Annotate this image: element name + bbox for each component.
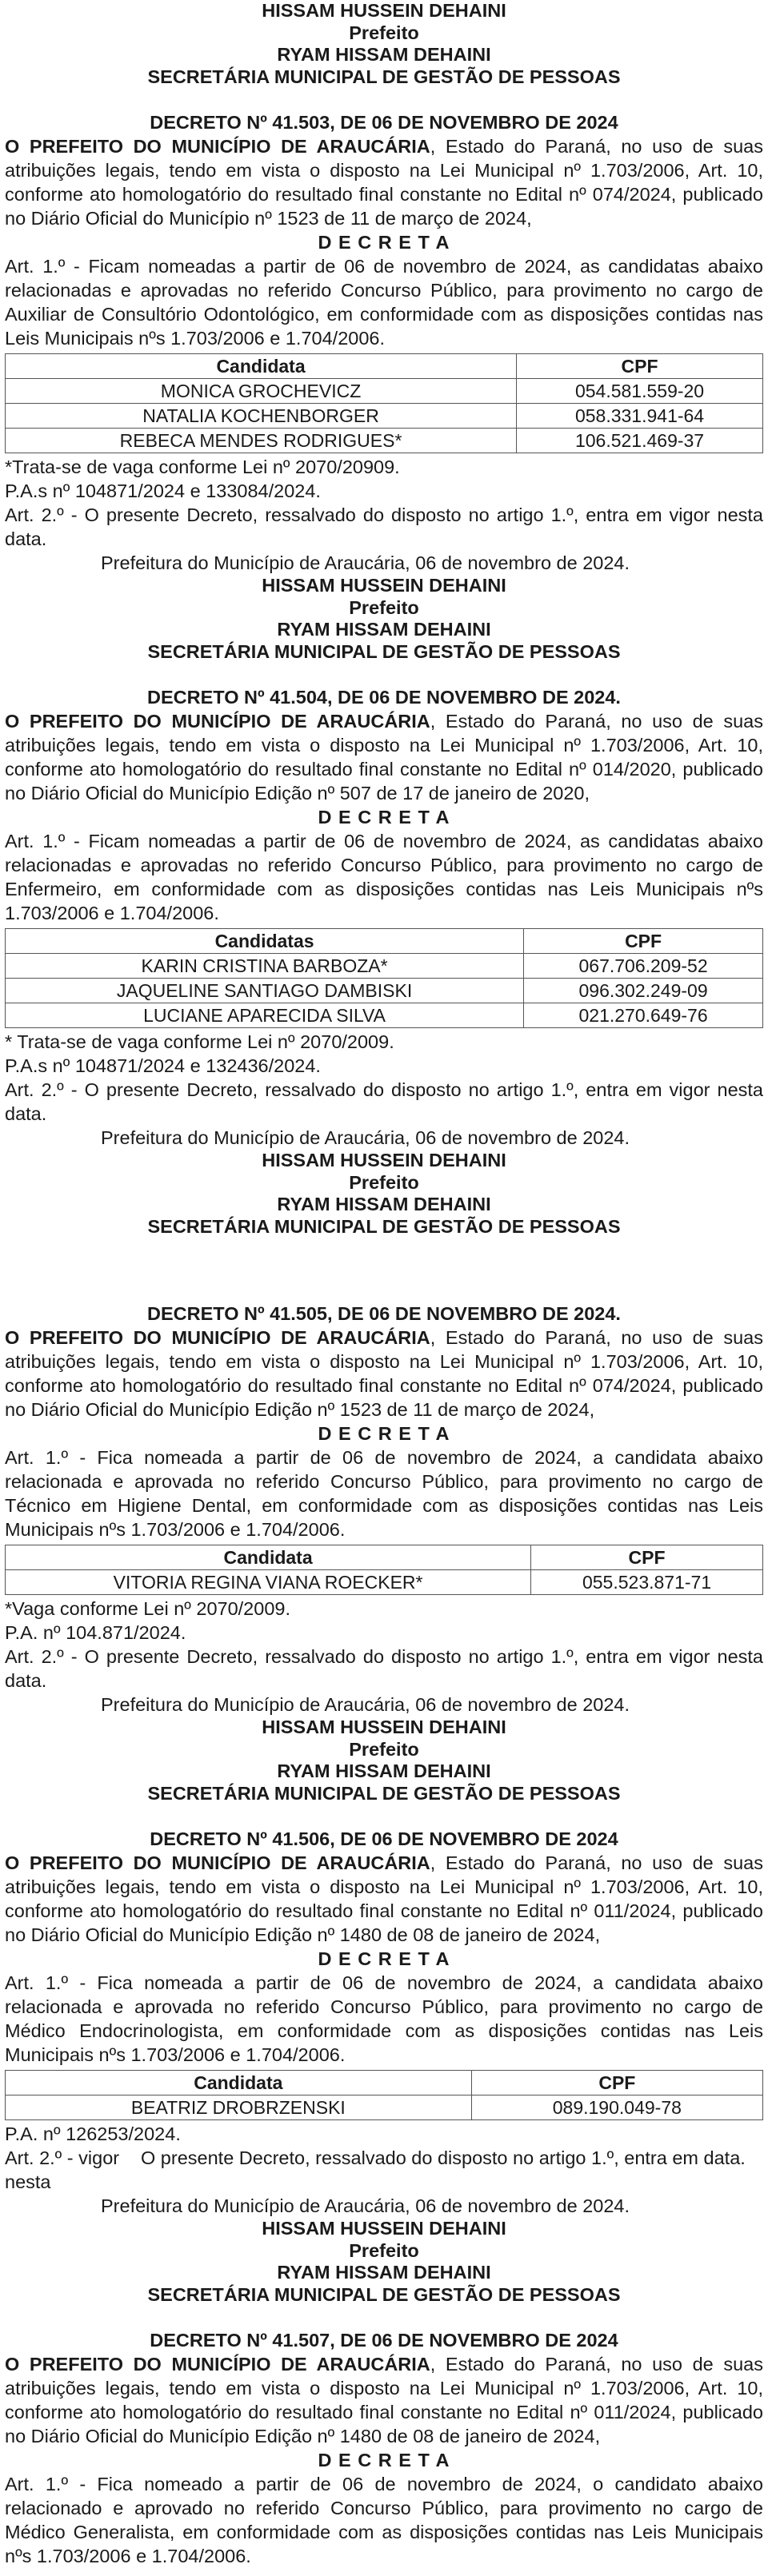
spacer <box>5 2306 763 2328</box>
mayor-role: Prefeito <box>349 1738 419 1760</box>
table-row <box>6 2095 763 2120</box>
signature-block-top <box>5 0 763 88</box>
candidate-name: LUCIANE APARECIDA SILVA <box>6 1003 524 1028</box>
candidate-name: MONICA GROCHEVICZ <box>6 379 517 404</box>
col-header-name: Candidata <box>6 1545 531 1570</box>
spacer <box>5 1238 763 1302</box>
decree-41506 <box>5 1827 763 2306</box>
department-name: SECRETÁRIA MUNICIPAL DE GESTÃO DE PESSOAS <box>147 2283 621 2305</box>
table-row <box>6 429 763 453</box>
candidate-name: KARIN CRISTINA BARBOZA* <box>6 954 524 979</box>
col-header-name: Candidata <box>6 354 517 379</box>
candidate-name: VITORIA REGINA VIANA ROECKER* <box>6 1570 531 1595</box>
decree-date: Prefeitura do Município de Araucária, 06 de novembro de 2024. <box>101 552 630 573</box>
footnote: *Trata-se de vaga conforme Lei nº 2070/20909. <box>5 457 400 477</box>
table-header-row <box>6 354 763 379</box>
candidate-cpf: 067.706.209-52 <box>524 954 763 979</box>
department-name: SECRETÁRIA MUNICIPAL DE GESTÃO DE PESSOAS <box>147 1782 621 1804</box>
decreta-heading: D E C R E T A <box>318 807 450 827</box>
table-header-row <box>6 2071 763 2095</box>
table-row <box>6 1570 763 1595</box>
secretary-name: RYAM HISSAM DEHAINI <box>277 619 491 640</box>
department-name: SECRETÁRIA MUNICIPAL DE GESTÃO DE PESSOAS <box>147 640 621 662</box>
article-2: Art. 2.º - O presente Decreto, ressalvado do disposto no artigo 1.º, entra em vigor nesta data. <box>5 1079 763 1124</box>
secretary-name: RYAM HISSAM DEHAINI <box>277 44 491 65</box>
decree-opening <box>5 134 763 230</box>
mayor-name: HISSAM HUSSEIN DEHAINI <box>262 1717 506 1737</box>
opening-bold: O PREFEITO DO MUNICÍPIO DE ARAUCÁRIA <box>5 711 430 732</box>
signature-block <box>5 2218 763 2306</box>
table-header-row <box>6 929 763 954</box>
decreta-heading: D E C R E T A <box>318 232 450 253</box>
article-2: Art. 2.º - O presente Decreto, ressalvado do disposto no artigo 1.º, entra em vigor nesta data. <box>5 1646 763 1691</box>
decreta-heading: D E C R E T A <box>318 1948 450 1969</box>
article-2 <box>5 2146 763 2194</box>
opening-bold: O PREFEITO DO MUNICÍPIO DE ARAUCÁRIA <box>5 2354 430 2375</box>
opening-text: , Estado do Paraná, no uso de suas atribuições legais, tendo em vista o disposto na Lei Municipal nº 1.703/2006, Art. 10, conforme ato homologatório do resultado final constante no Edital nº 011/2024, publicado no Diário Oficial do Município Edição nº 1480 de 08 de janeiro de 2024, <box>5 1852 763 1945</box>
department-name: SECRETÁRIA MUNICIPAL DE GESTÃO DE PESSOAS <box>147 66 621 87</box>
table-row <box>6 404 763 429</box>
mayor-name: HISSAM HUSSEIN DEHAINI <box>262 1150 506 1170</box>
secretary-name: RYAM HISSAM DEHAINI <box>277 1194 491 1214</box>
process-number: P.A. nº 104.871/2024. <box>5 1622 186 1643</box>
opening-text: , Estado do Paraná, no uso de suas atribuições legais, tendo em vista o disposto na Lei Municipal nº 1.703/2006, Art. 10, conforme ato homologatório do resultado final constante no Edital nº 014/2020, publicado no Diário Oficial do Município Edição nº 507 de 17 de janeiro de 2020, <box>5 711 763 804</box>
decree-opening <box>5 2352 763 2448</box>
signature-block <box>5 1717 763 1804</box>
decree-title: DECRETO Nº 41.505, DE 06 DE NOVEMBRO DE 2024. <box>147 1303 621 1324</box>
spacer <box>5 1804 763 1827</box>
candidate-cpf: 055.523.871-71 <box>531 1570 763 1595</box>
decree-date: Prefeitura do Município de Araucária, 06 de novembro de 2024. <box>101 2195 630 2216</box>
table-row <box>6 1003 763 1028</box>
opening-bold: O PREFEITO DO MUNICÍPIO DE ARAUCÁRIA <box>5 136 430 157</box>
article-1: Art. 1.º - Fica nomeada a partir de 06 de novembro de 2024, a candidata abaixo relacionada e aprovada no referido Concurso Público, para provimento no cargo de Médico Endocrinologista, em conformidade com as disposições contidas nas Leis Municipais nºs 1.703/2006 e 1.704/2006. <box>5 1972 763 2065</box>
decree-opening <box>5 709 763 805</box>
decree-date: Prefeitura do Município de Araucária, 06 de novembro de 2024. <box>101 1694 630 1715</box>
decree-41507 <box>5 2328 763 2568</box>
article-1: Art. 1.º - Fica nomeado a partir de 06 de novembro de 2024, o candidato abaixo relacionado e aprovado no referido Concurso Público, para provimento no cargo de Médico Generalista, em conformidade com as disposições contidas nas Leis Municipais nºs 1.703/2006 e 1.704/2006. <box>5 2474 763 2566</box>
article-1: Art. 1.º - Ficam nomeadas a partir de 06 de novembro de 2024, as candidatas abaixo relacionadas e aprovadas no referido Concurso Público, para provimento no cargo de Auxiliar de Consultório Odontológico, em conformidade com as disposições contidas nas Leis Municipais nºs 1.703/2006 e 1.704/2006. <box>5 256 763 349</box>
decree-41503 <box>5 110 763 663</box>
candidate-cpf: 089.190.049-78 <box>471 2095 762 2120</box>
col-header-cpf: CPF <box>531 1545 763 1570</box>
article-2-text: O presente Decreto, ressalvado do disposto no artigo 1.º, entra em data. <box>141 2147 746 2168</box>
col-header-name: Candidata <box>6 2071 472 2095</box>
decreta-heading: D E C R E T A <box>318 1423 450 1444</box>
candidate-name: JAQUELINE SANTIAGO DAMBISKI <box>6 979 524 1003</box>
process-number: P.A.s nº 104871/2024 e 133084/2024. <box>5 481 321 501</box>
footnote: * Trata-se de vaga conforme Lei nº 2070/2009. <box>5 1031 394 1052</box>
candidate-name: REBECA MENDES RODRIGUES* <box>6 429 517 453</box>
candidate-cpf: 096.302.249-09 <box>524 979 763 1003</box>
article-2: Art. 2.º - O presente Decreto, ressalvado do disposto no artigo 1.º, entra em vigor nesta data. <box>5 504 763 549</box>
decree-title: DECRETO Nº 41.504, DE 06 DE NOVEMBRO DE 2024. <box>147 687 621 708</box>
secretary-name: RYAM HISSAM DEHAINI <box>277 2262 491 2283</box>
table-row <box>6 979 763 1003</box>
table-row <box>6 954 763 979</box>
article-1: Art. 1.º - Ficam nomeadas a partir de 06 de novembro de 2024, as candidatas abaixo relacionadas e aprovadas no referido Concurso Público, para provimento no cargo de Enfermeiro, em conformidade com as disposições contidas nas Leis Municipais nºs 1.703/2006 e 1.704/2006. <box>5 831 763 923</box>
candidates-table <box>5 1545 763 1595</box>
decree-41505 <box>5 1302 763 1804</box>
decreta-heading: D E C R E T A <box>318 2450 450 2470</box>
spacer <box>5 88 763 110</box>
mayor-role: Prefeito <box>349 596 419 618</box>
candidates-table <box>5 2070 763 2120</box>
candidates-table <box>5 928 763 1028</box>
col-header-cpf: CPF <box>517 354 763 379</box>
decree-date: Prefeitura do Município de Araucária, 06 de novembro de 2024. <box>101 1127 630 1148</box>
decree-title: DECRETO Nº 41.503, DE 06 DE NOVEMBRO DE 2024 <box>150 112 618 133</box>
candidate-cpf: 106.521.469-37 <box>517 429 763 453</box>
signature-block <box>5 575 763 663</box>
candidates-table <box>5 353 763 453</box>
secretary-name: RYAM HISSAM DEHAINI <box>277 1761 491 1781</box>
spacer <box>5 663 763 685</box>
candidate-name: NATALIA KOCHENBORGER <box>6 404 517 429</box>
footnote: *Vaga conforme Lei nº 2070/2009. <box>5 1598 290 1619</box>
mayor-name: HISSAM HUSSEIN DEHAINI <box>262 2218 506 2239</box>
opening-bold: O PREFEITO DO MUNICÍPIO DE ARAUCÁRIA <box>5 1852 430 1873</box>
opening-bold: O PREFEITO DO MUNICÍPIO DE ARAUCÁRIA <box>5 1327 430 1348</box>
mayor-name: HISSAM HUSSEIN DEHAINI <box>262 575 506 596</box>
candidate-cpf: 021.270.649-76 <box>524 1003 763 1028</box>
col-header-cpf: CPF <box>471 2071 762 2095</box>
signature-block <box>5 1150 763 1238</box>
article-2-label: Art. 2.º - vigor nesta <box>5 2147 120 2192</box>
decree-title: DECRETO Nº 41.506, DE 06 DE NOVEMBRO DE 2024 <box>150 1828 618 1849</box>
table-header-row <box>6 1545 763 1570</box>
mayor-name: HISSAM HUSSEIN DEHAINI <box>262 0 506 21</box>
opening-text: , Estado do Paraná, no uso de suas atribuições legais, tendo em vista o disposto na Lei Municipal nº 1.703/2006, Art. 10, conforme ato homologatório do resultado final constante no Edital nº 074/2024, publicado no Diário Oficial do Município Edição nº 1523 de 11 de março de 2024, <box>5 1327 763 1420</box>
decree-opening <box>5 1326 763 1422</box>
process-number: P.A. nº 126253/2024. <box>5 2123 181 2144</box>
col-header-cpf: CPF <box>524 929 763 954</box>
table-row <box>6 379 763 404</box>
mayor-role: Prefeito <box>349 22 419 43</box>
decree-title: DECRETO Nº 41.507, DE 06 DE NOVEMBRO DE 2024 <box>150 2330 618 2351</box>
opening-text: , Estado do Paraná, no uso de suas atribuições legais, tendo em vista o disposto na Lei Municipal nº 1.703/2006, Art. 10, conforme ato homologatório do resultado final constante no Edital nº 011/2024, publicado no Diário Oficial do Município Edição nº 1480 de 08 de janeiro de 2024, <box>5 2354 763 2446</box>
process-number: P.A.s nº 104871/2024 e 132436/2024. <box>5 1055 321 1076</box>
candidate-name: BEATRIZ DROBRZENSKI <box>6 2095 472 2120</box>
article-1: Art. 1.º - Fica nomeada a partir de 06 de novembro de 2024, a candidata abaixo relacionada e aprovada no referido Concurso Público, para provimento no cargo de Técnico em Higiene Dental, em conformidade com as disposições contidas nas Leis Municipais nºs 1.703/2006 e 1.704/2006. <box>5 1447 763 1540</box>
decree-opening <box>5 1851 763 1947</box>
department-name: SECRETÁRIA MUNICIPAL DE GESTÃO DE PESSOAS <box>147 1215 621 1237</box>
mayor-role: Prefeito <box>349 1171 419 1193</box>
opening-text: , Estado do Paraná, no uso de suas atribuições legais, tendo em vista o disposto na Lei Municipal nº 1.703/2006, Art. 10, conforme ato homologatório do resultado final constante no Edital nº 074/2024, publicado no Diário Oficial do Município nº 1523 de 11 de março de 2024, <box>5 136 763 229</box>
mayor-role: Prefeito <box>349 2239 419 2261</box>
candidate-cpf: 058.331.941-64 <box>517 404 763 429</box>
decree-41504 <box>5 685 763 1238</box>
col-header-name: Candidatas <box>6 929 524 954</box>
candidate-cpf: 054.581.559-20 <box>517 379 763 404</box>
